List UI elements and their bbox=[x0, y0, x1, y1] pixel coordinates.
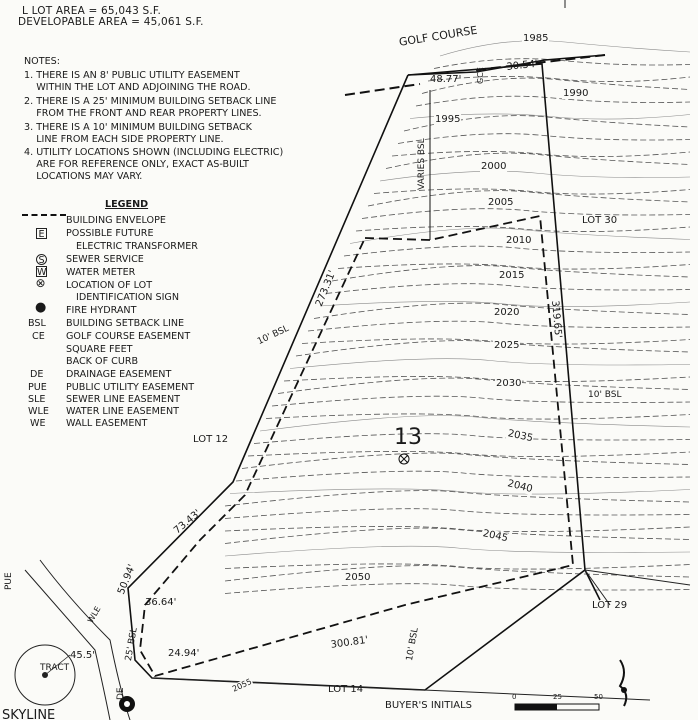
contour-line bbox=[308, 321, 690, 331]
contour-line bbox=[260, 416, 690, 431]
dimension-label: 24.94' bbox=[168, 648, 200, 659]
contour-line bbox=[320, 301, 690, 306]
contour-line bbox=[362, 209, 690, 219]
note-line: 2. THERE IS A 25' MINIMUM BUILDING SETBACK LINE bbox=[24, 96, 277, 107]
contour-line bbox=[266, 414, 690, 419]
legend-item: ELECTRIC TRANSFORMER bbox=[76, 241, 198, 252]
water-meter-symbol-icon: W bbox=[37, 267, 47, 278]
legend-item: FIRE HYDRANT bbox=[66, 305, 137, 316]
legend-item: DRAINAGE EASEMENT bbox=[66, 369, 172, 380]
transformer-symbol-icon: E bbox=[36, 228, 47, 239]
contour-line bbox=[356, 226, 690, 231]
contour-label: 2010 bbox=[506, 235, 532, 246]
dimension-label: 36.64' bbox=[145, 597, 177, 608]
contour-line bbox=[254, 434, 690, 444]
golf-course-label: GOLF COURSE bbox=[398, 23, 479, 49]
note-line: LINE FROM EACH SIDE PROPERTY LINE. bbox=[24, 134, 224, 145]
legend-item: SEWER LINE EASEMENT bbox=[66, 394, 181, 405]
contour-line bbox=[434, 59, 690, 69]
sewer-symbol-icon: S bbox=[36, 254, 47, 265]
lot-number: 13 bbox=[394, 425, 422, 450]
contour-line bbox=[428, 76, 690, 81]
dimension-label: 319.65' bbox=[549, 300, 564, 339]
contour-line bbox=[225, 564, 690, 569]
contour-label: 2020 bbox=[494, 307, 520, 318]
legend-item: GOLF COURSE EASEMENT bbox=[66, 331, 191, 342]
contour-label: 2035 bbox=[506, 428, 534, 445]
contour-line bbox=[230, 489, 690, 494]
legend-item: BUILDING SETBACK LINE bbox=[66, 318, 185, 329]
contour-label: 1990 bbox=[563, 88, 589, 99]
setback-label: 10' BSL bbox=[405, 626, 421, 662]
lot-sign-symbol-icon: ⊗ bbox=[35, 276, 46, 290]
gce-abbrev: CE bbox=[32, 331, 45, 342]
contour-line bbox=[368, 191, 690, 206]
tract-label: TRACT bbox=[40, 663, 70, 673]
legend-item: SEWER SERVICE bbox=[66, 254, 144, 265]
dimension-label: 48.77' bbox=[430, 74, 462, 85]
envelope-swatch bbox=[22, 214, 66, 216]
contour-label: 1995 bbox=[435, 114, 461, 125]
contour-label: 2030 bbox=[496, 378, 522, 389]
contour-line bbox=[236, 471, 690, 481]
contour-line bbox=[225, 526, 690, 531]
lot-12-label: LOT 12 bbox=[193, 434, 229, 445]
setback-label: VARIES BSL bbox=[417, 138, 427, 190]
scale-25: 25 bbox=[553, 693, 562, 701]
we-abbrev: WE bbox=[30, 418, 46, 429]
bsl-abbrev: BSL bbox=[28, 318, 46, 329]
note-line: 1. THERE IS AN 8' PUBLIC UTILITY EASEMENT bbox=[24, 70, 240, 81]
fire-hydrant-symbol-icon: ● bbox=[35, 300, 47, 315]
legend-title: LEGEND bbox=[105, 199, 149, 210]
contour-label: 2015 bbox=[499, 270, 525, 281]
notes-title: NOTES: bbox=[24, 56, 60, 67]
contour-line bbox=[326, 284, 690, 294]
contour-line bbox=[422, 78, 690, 93]
lot-30-label: LOT 30 bbox=[582, 215, 618, 226]
legend-item: IDENTIFICATION SIGN bbox=[76, 292, 180, 303]
contour-label: 2040 bbox=[506, 478, 534, 496]
contour-label: 2025 bbox=[494, 340, 520, 351]
note-line: LOCATIONS MAY VARY. bbox=[24, 171, 143, 182]
contour-line bbox=[248, 451, 690, 456]
wle-abbrev: WLE bbox=[28, 406, 49, 417]
legend-item: WATER LINE EASEMENT bbox=[66, 406, 180, 417]
contour-label: 2000 bbox=[481, 161, 507, 172]
setback-label: DE bbox=[116, 687, 126, 700]
contour-line bbox=[416, 96, 690, 106]
setback-label: 25' BSL bbox=[124, 626, 140, 662]
legend-item: WATER METER bbox=[66, 267, 136, 278]
contour-label: 1985 bbox=[523, 33, 549, 44]
contour-label: 2005 bbox=[488, 197, 514, 208]
contour-line bbox=[272, 396, 690, 406]
contour-label: 2050 bbox=[345, 572, 371, 583]
de-abbrev: DE bbox=[30, 369, 44, 380]
contour-line bbox=[225, 528, 690, 543]
contour-line bbox=[225, 566, 690, 581]
lot-14-label: LOT 14 bbox=[328, 684, 364, 695]
contour-label: 2045 bbox=[481, 528, 509, 545]
lot-area-text: L LOT AREA = 65,043 S.F. bbox=[22, 5, 162, 17]
contour-line bbox=[338, 264, 690, 269]
developable-area-text: DEVELOPABLE AREA = 45,061 S.F. bbox=[18, 16, 204, 28]
pue-abbrev: PUE bbox=[28, 382, 47, 393]
dimension-label: 45.5' bbox=[70, 650, 96, 661]
street-label: SKYLINE bbox=[2, 708, 56, 720]
setback-label: WLE bbox=[86, 604, 103, 625]
contour-line bbox=[225, 491, 690, 506]
dimension-label: 273.31' bbox=[314, 268, 339, 309]
note-line: 4. UTILITY LOCATIONS SHOWN (INCLUDING ELECTRIC) bbox=[24, 147, 284, 158]
contour-line bbox=[284, 376, 690, 381]
contour-line bbox=[225, 509, 690, 519]
buyers-initials-label: BUYER'S INITIALS bbox=[385, 700, 473, 711]
setback-label: PUE bbox=[4, 572, 14, 590]
note-line: ARE FOR REFERENCE ONLY, EXACT AS-BUILT bbox=[24, 159, 249, 170]
note-line: 3. THERE IS A 10' MINIMUM BUILDING SETBACK bbox=[24, 122, 252, 133]
note-line: FROM THE FRONT AND REAR PROPERTY LINES. bbox=[24, 108, 262, 119]
sle-abbrev: SLE bbox=[28, 394, 46, 405]
legend-item: PUBLIC UTILITY EASEMENT bbox=[66, 382, 195, 393]
legend-item: POSSIBLE FUTURE bbox=[66, 228, 154, 239]
dimension-label: 50.94' bbox=[116, 562, 138, 597]
legend-item: BACK OF CURB bbox=[66, 356, 139, 367]
contour-line bbox=[225, 546, 690, 556]
lot-29-label: LOT 29 bbox=[592, 600, 628, 611]
contour-line bbox=[398, 134, 690, 144]
setback-label: 10' BSL bbox=[256, 323, 291, 348]
legend-item: LOCATION OF LOT bbox=[66, 280, 153, 291]
legend-item: SQUARE FEET bbox=[66, 344, 133, 355]
setback-label: GCE bbox=[476, 67, 485, 84]
note-line: WITHIN THE LOT AND ADJOINING THE ROAD. bbox=[24, 82, 251, 93]
contour-label: 2055 bbox=[230, 676, 254, 694]
dimension-label: 30.54' bbox=[506, 58, 539, 73]
scale-50: 50 bbox=[594, 693, 603, 701]
contour-line bbox=[344, 246, 690, 256]
contour-line bbox=[392, 151, 690, 156]
scale-0: 0 bbox=[512, 693, 517, 701]
contour-line bbox=[242, 453, 690, 468]
contour-line bbox=[290, 359, 690, 369]
legend-item: WALL EASEMENT bbox=[66, 418, 148, 429]
contour-line bbox=[440, 41, 690, 56]
legend-item: BUILDING ENVELOPE bbox=[66, 215, 166, 226]
contour-line bbox=[278, 378, 690, 393]
dimension-label: 300.81' bbox=[330, 634, 369, 651]
dimension-label: 73.43' bbox=[172, 507, 204, 537]
building-envelope bbox=[140, 216, 573, 676]
contour-lines bbox=[225, 59, 690, 594]
setback-label: 10' BSL bbox=[588, 390, 622, 400]
